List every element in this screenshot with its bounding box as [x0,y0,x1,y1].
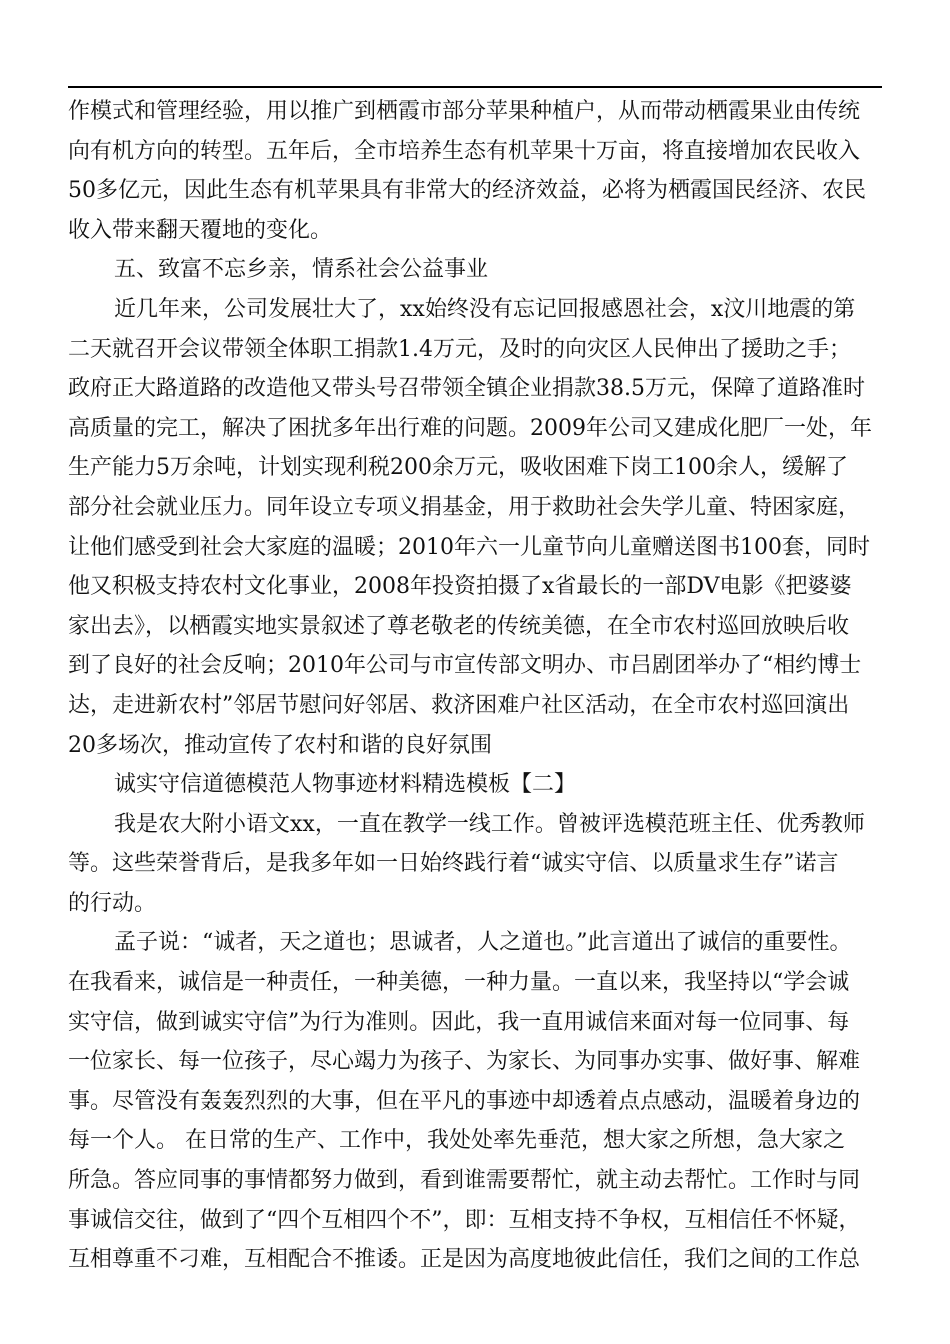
text-line: 20多场次，推动宣传了农村和谐的良好氛围 [68,732,492,758]
text-line: 事。尽管没有轰轰烈烈的大事，但在平凡的事迹中却透着点点感动，温暖着身边的 [68,1088,861,1114]
header-rule [68,86,882,88]
text-line: 收入带来翻天覆地的变化。 [68,217,333,243]
text-line: 达，走进新农村”邻居节慰问好邻居、救济困难户社区活动，在全市农村巡回演出 [68,692,850,718]
text-line: 近几年来，公司发展壮大了，xx始终没有忘记回报感恩社会，x汶川地震的第 [114,296,856,322]
text-line: 政府正大路道路的改造他又带头号召带领全镇企业捐款38.5万元，保障了道路准时 [68,376,865,402]
text-line: 所急。答应同事的事情都努力做到，看到谁需要帮忙，就主动去帮忙。工作时与同 [68,1168,861,1194]
text-line: 50多亿元，因此生态有机苹果具有非常大的经济效益，必将为栖霞国民经济、农民 [68,178,866,204]
text-line: 孟子说：“诚者，天之道也；思诚者，人之道也。”此言道出了诚信的重要性。 [114,930,852,956]
text-line: 到了良好的社会反响；2010年公司与市宣传部文明办、市吕剧团举办了“相约博士 [68,653,862,679]
text-line: 互相尊重不刁难，互相配合不推诿。正是因为高度地彼此信任，我们之间的工作总 [68,1247,861,1273]
text-line: 每一个人。 在日常的生产、工作中，我处处率先垂范，想大家之所想，急大家之 [68,1128,845,1154]
text-line: 事诚信交往，做到了“四个互相四个不”，即：互相支持不争权，互相信任不怀疑， [68,1207,861,1233]
text-line: 作模式和管理经验，用以推广到栖霞市部分苹果种植户，从而带动栖霞果业由传统 [68,99,861,124]
text-line: 在我看来，诚信是一种责任，一种美德，一种力量。一直以来，我坚持以“学会诚 [68,970,850,996]
text-line: 高质量的完工，解决了困扰多年出行难的问题。2009年公司又建成化肥厂一处，年 [68,415,872,441]
text-line: 部分社会就业压力。同年设立专项义捐基金，用于救助社会失学儿童、特困家庭， [68,494,861,520]
document-body [68,92,886,1280]
text-line: 实守信，做到诚实守信”为行为准则。因此，我一直用诚信来面对每一位同事、每 [68,1009,850,1035]
text-line: 二天就召开会议带领全体职工捐款1.4万元，及时的向灾区人民伸出了援助之手； [68,336,851,362]
text-line: 生产能力5万余吨，计划实现利税200余万元，吸收困难下岗工100余人，缓解了 [68,455,848,481]
text-line: 一位家长、每一位孩子，尽心竭力为孩子、为家长、为同事办实事、做好事、解难 [68,1049,861,1075]
text-line: 向有机方向的转型。五年后，全市培养生态有机苹果十万亩，将直接增加农民收入 [68,138,861,164]
text-line: 五、致富不忘乡亲，情系社会公益事业 [114,257,489,283]
text-line: 他又积极支持农村文化事业，2008年投资拍摄了x省最长的一部DV电影《把婆婆 [68,574,852,600]
text-line: 诚实守信道德模范人物事迹材料精选模板【二】 [114,772,577,798]
text-line: 让他们感受到社会大家庭的温暖；2010年六一儿童节向儿童赠送图书100套，同时 [68,534,870,560]
text-line: 我是农大附小语文xx，一直在教学一线工作。曾被评选模范班主任、优秀教师 [114,811,865,837]
text-line: 家出去》，以栖霞实地实景叙述了尊老敬老的传统美德，在全市农村巡回放映后收 [68,613,850,639]
text-line: 的行动。 [68,890,157,916]
text-line: 等。这些荣誉背后，是我多年如一日始终践行着“诚实守信、以质量求生存”诺言 [68,851,839,877]
